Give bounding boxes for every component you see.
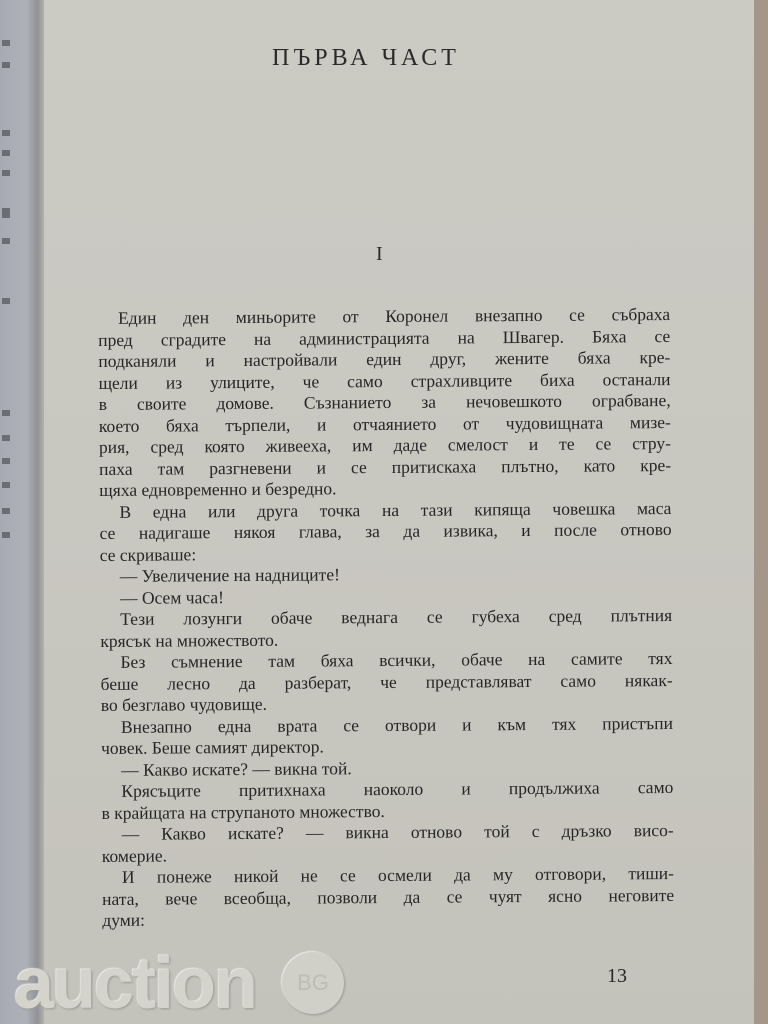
text-line: в своите домове. Съзнанието за нечовешкото ограбване, xyxy=(98,390,671,414)
adjacent-page-edge xyxy=(0,0,44,1024)
text-line: комерие. xyxy=(101,845,168,866)
text-line: щели из улиците, че само страхливците биха останали xyxy=(98,368,671,393)
text-line: В една или друга точка на тази кипяща човешка маса xyxy=(119,497,672,522)
text-line: — Какво искате? — викна отново той с дръзко висо- xyxy=(121,819,674,844)
text-line: подканяли и настройвали един друг, жените бяха кре- xyxy=(98,347,671,371)
text-line: се надигаше някоя глава, за да извика, и после отново xyxy=(99,519,672,543)
text-line: — Осем часа! xyxy=(119,586,224,608)
page-number: 13 xyxy=(607,965,627,987)
text-line: крясък на множеството. xyxy=(100,629,279,651)
background-surface xyxy=(754,0,768,1024)
text-line: — Увеличение на надниците! xyxy=(119,564,340,586)
text-line: паха там разгневени и се притискаха плътно, като кре- xyxy=(99,454,672,479)
part-title: ПЪРВА ЧАСТ xyxy=(272,45,460,71)
watermark-logo: auction xyxy=(14,944,257,1024)
text-line: — Какво искате? — викна той. xyxy=(121,757,352,780)
chapter-number: I xyxy=(376,243,383,265)
text-line: щяха едновременно и безредно. xyxy=(99,478,337,500)
text-line: което бяха търпели, и отчаянието от чудовищната мизе- xyxy=(98,411,671,436)
text-line: рия, сред която живееха, им даде смелост и те се стру- xyxy=(98,433,672,457)
text-line: Внезапно една врата се отвори и към тях пристъпи xyxy=(120,712,673,737)
text-line: И понеже никой не се осмели да му отговори, тиши- xyxy=(121,862,675,887)
text-line: човек. Беше самият директор. xyxy=(101,736,324,758)
body-text xyxy=(98,304,674,931)
text-line: во безглаво чудовище. xyxy=(100,693,268,715)
text-line: се скриваше: xyxy=(99,543,197,565)
watermark-badge: BG xyxy=(282,952,344,1014)
text-line: Без съмнение там бяха всички, обаче на самите тях xyxy=(120,647,673,672)
text-line: в крайщата на струпаното множество. xyxy=(101,800,385,823)
text-line: Един ден миньорите от Коронел внезапно се събраха xyxy=(117,304,671,328)
text-line: пред сградите на администрацията на Швагер. Бяха се xyxy=(98,325,671,350)
text-line: Тези лозунги обаче веднага се губеха сред плътния xyxy=(120,604,673,629)
text-line: беше лесно да разберат, че представляват само някак- xyxy=(100,669,673,694)
text-line: ната, вече всеобща, позволи да се чуят ясно неговите xyxy=(102,884,675,909)
text-line: Крясъците притихнаха наоколо и продължиха само xyxy=(121,776,674,801)
text-line: думи: xyxy=(102,909,146,930)
